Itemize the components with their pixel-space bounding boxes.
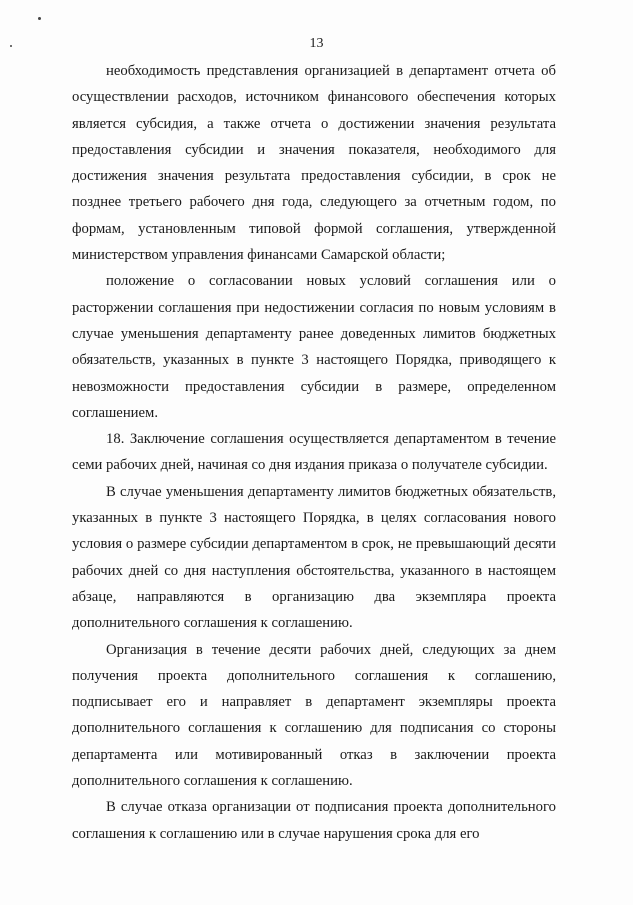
paragraph-organization-signing: Организация в течение десяти рабочих дней, следующих за днем получения проекта дополнительного соглашения к соглашению, подписывает его и направляет в департамент экземпляры проекта дополнительного соглашения к соглашению для подписания со стороны департамента или мотивированный отказ в заключении проекта дополнительного соглашения к соглашению. [72, 641, 556, 790]
paragraph-refusal: В случае отказа организации от подписания проекта дополнительного соглашения к соглашению или в случае нарушения срока для его [72, 799, 556, 842]
paragraph-limit-reduction: В случае уменьшения департаменту лимитов бюджетных обязательств, указанных в пункте 3 настоящего Порядка, в целях согласования нового условия о размере субсидии департаментом в срок, не превышающий десяти рабочих дней со дня наступления обстоятельства, указанного в настоящем абзаце, направляются в организацию два экземпляра проекта дополнительного соглашения к соглашению. [72, 483, 556, 632]
scan-speck [38, 17, 41, 20]
page-number: 13 [309, 36, 324, 51]
paragraph-new-conditions: положение о согласовании новых условий соглашения или о расторжении соглашения при недостижении согласия по новым условиям в случае уменьшения департаменту ранее доведенных лимитов бюджетных обязательств, указанных в пункте 3 настоящего Порядка, приводящего к невозможности предоставления субсидии в размере, определенном соглашением. [72, 273, 556, 421]
paragraph-reporting-requirement: необходимость представления организацией в департамент отчета об осуществлении расходов, источником финансового обеспечения которых является субсидия, а также отчета о достижении значения результата предоставления субсидии и значения показателя, необходимого для достижения значения результата предоставления субсидии, в срок не позднее третьего рабочего дня года, следующего за отчетным годом, по формам, установленным типовой формой соглашения, утвержденной министерством управления финансами Самарской области; [72, 63, 556, 264]
paragraph-item-18: 18. Заключение соглашения осуществляется департаментом в течение семи рабочих дней, начиная со дня издания приказа о получателе субсидии. [72, 431, 556, 474]
body-text [72, 58, 556, 847]
